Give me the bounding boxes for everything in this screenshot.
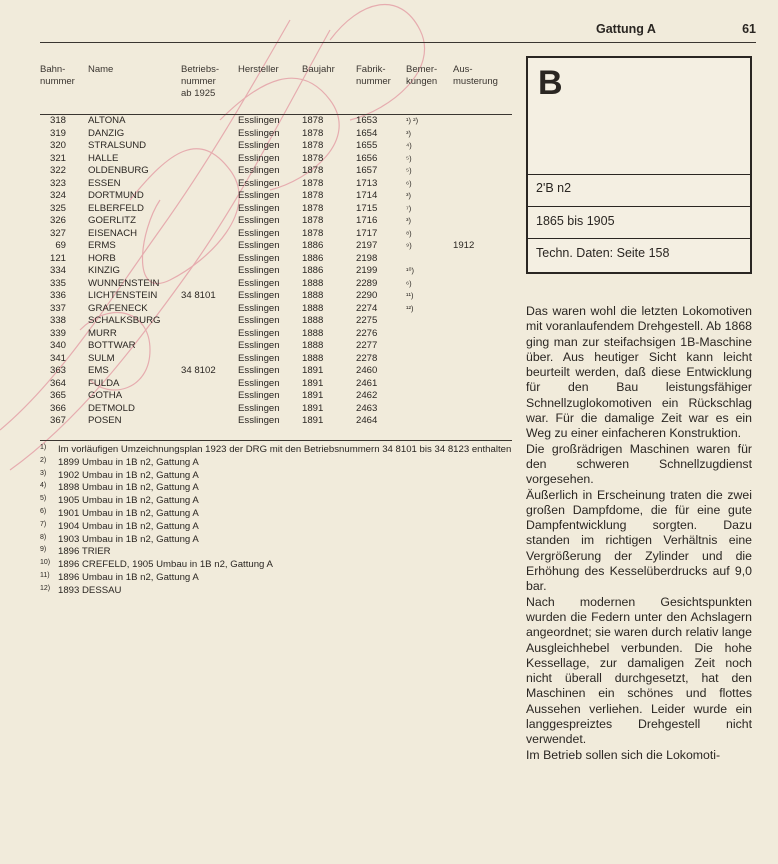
cell-fabrik: 1715: [356, 202, 378, 214]
col-header-hersteller: Hersteller: [238, 64, 279, 75]
cell-baujahr: 1888: [302, 340, 324, 351]
cell-hersteller: Esslingen: [238, 327, 280, 339]
cell-num: 339: [49, 327, 66, 339]
footnote-text: Im vorläufigen Umzeichnungsplan 1923 der DRG mit den Betriebsnummern 34 8101 bis 34 8123 enthalten: [58, 444, 512, 455]
footnote-text: 1901 Umbau in 1B n2, Gattung A: [58, 507, 199, 519]
paragraph: Die großrädrigen Maschinen waren für den schweren Schnellzugdienst vorgesehen.: [526, 441, 752, 487]
table-row: [40, 328, 512, 341]
cell-num: 340: [49, 340, 66, 351]
cell-hersteller: Esslingen: [238, 315, 280, 326]
cell-baujahr: 1878: [302, 140, 324, 151]
footnote-text: 1893 DESSAU: [58, 584, 122, 596]
footnote-text: 1896 Umbau in 1B n2, Gattung A: [58, 571, 199, 583]
table-row: [40, 115, 512, 128]
cell-fabrik: 2197: [356, 240, 378, 251]
cell-fabrik: 2199: [356, 265, 378, 276]
footnote-text: 1902 Umbau in 1B n2, Gattung A: [58, 469, 199, 481]
cell-num: 364: [49, 377, 66, 389]
cell-name: WUNNENSTEIN: [88, 277, 160, 289]
page-number: 61: [742, 22, 756, 36]
cell-num: 321: [49, 152, 66, 164]
cell-name: GOTHA: [88, 390, 123, 401]
cell-hersteller: Esslingen: [238, 415, 280, 426]
cell-hersteller: Esslingen: [238, 340, 280, 351]
cell-bem: ¹) ²): [406, 116, 419, 125]
paragraph: Äußerlich in Erscheinung traten die zwei großen Dampfdome, die für eine gute Dampfentwicklung sorgten. Dazu standen im richtigen Verhältnis eine Vergrößerung der Zylinder und die Erhöhung des Kesselüberdrucks auf 9,0 bar.: [526, 487, 752, 594]
cell-bem: ⁸): [406, 228, 412, 238]
cell-name: FULDA: [88, 377, 120, 389]
col-header-fabrik: Fabrik- nummer: [356, 64, 391, 87]
footnote-mark: 7): [40, 520, 47, 528]
footnote-mark: 5): [40, 495, 47, 503]
footnote: [40, 457, 512, 470]
table-row: [40, 178, 512, 191]
cell-num: 341: [49, 352, 66, 364]
cell-hersteller: Esslingen: [238, 402, 280, 414]
cell-fabrik: 1656: [356, 152, 378, 164]
cell-hersteller: Esslingen: [238, 115, 280, 126]
cell-hersteller: Esslingen: [238, 202, 280, 214]
table-row: [40, 365, 512, 378]
cell-hersteller: Esslingen: [238, 252, 280, 264]
class-infobox: [526, 56, 752, 274]
cell-num: 319: [49, 127, 66, 139]
cell-hersteller: Esslingen: [238, 290, 280, 301]
cell-baujahr: 1878: [302, 227, 324, 239]
cell-name: ALTONA: [88, 115, 126, 126]
table-row: [40, 215, 512, 228]
footnote: [40, 444, 512, 457]
footnote-text: 1899 Umbau in 1B n2, Gattung A: [58, 456, 199, 468]
cell-name: GOERLITZ: [88, 215, 136, 226]
cell-bem: ⁹): [406, 241, 412, 250]
cell-name: OLDENBURG: [88, 165, 149, 176]
cell-num: 338: [49, 315, 66, 326]
cell-fabrik: 2462: [356, 390, 378, 401]
footnote: [40, 585, 512, 598]
cell-betrieb: 34 8101: [181, 290, 216, 301]
cell-hersteller: Esslingen: [238, 215, 280, 226]
cell-name: POSEN: [88, 415, 122, 426]
cell-fabrik: 2289: [356, 277, 378, 289]
cell-bem: ⁶): [406, 278, 412, 288]
footnote-text: 1904 Umbau in 1B n2, Gattung A: [58, 520, 199, 532]
cell-num: 325: [49, 202, 66, 214]
table-row: [40, 153, 512, 166]
table-row: [40, 253, 512, 266]
cell-num: 327: [49, 227, 66, 239]
cell-num: 69: [55, 240, 66, 251]
cell-name: DETMOLD: [88, 402, 135, 414]
cell-num: 326: [49, 215, 66, 226]
cell-bem: ⁴): [406, 141, 412, 150]
class-letter: B: [538, 64, 563, 102]
cell-num: 336: [49, 290, 66, 301]
table-row: [40, 240, 512, 253]
cell-hersteller: Esslingen: [238, 177, 280, 189]
cell-fabrik: 1655: [356, 140, 378, 151]
table-row: [40, 315, 512, 328]
cell-bem: ⁶): [406, 178, 412, 188]
cell-hersteller: Esslingen: [238, 390, 280, 401]
wheel-arrangement: 2'B n2: [536, 181, 572, 195]
cell-name: EISENACH: [88, 227, 138, 239]
cell-name: ERMS: [88, 240, 116, 251]
footnote-text: 1898 Umbau in 1B n2, Gattung A: [58, 482, 199, 494]
cell-fabrik: 2278: [356, 352, 378, 364]
paragraph: Im Betrieb sollen sich die Lokomoti-: [526, 747, 721, 762]
cell-baujahr: 1878: [302, 115, 324, 126]
cell-baujahr: 1878: [302, 215, 324, 226]
cell-baujahr: 1886: [302, 265, 324, 276]
cell-name: LICHTENSTEIN: [88, 290, 158, 301]
section-title: Gattung A: [596, 22, 656, 36]
table-row: [40, 190, 512, 203]
footnote: [40, 546, 512, 559]
cell-num: 320: [49, 140, 66, 151]
cell-baujahr: 1888: [302, 327, 324, 339]
cell-baujahr: 1888: [302, 352, 324, 364]
cell-baujahr: 1888: [302, 290, 324, 301]
table-body: [40, 115, 512, 428]
cell-fabrik: 2275: [356, 315, 378, 326]
table-row: [40, 265, 512, 278]
cell-fabrik: 2464: [356, 415, 378, 426]
cell-fabrik: 1653: [356, 115, 378, 126]
cell-name: DORTMUND: [88, 190, 144, 201]
col-header-betrieb: Betriebs- nummer ab 1925: [181, 64, 220, 99]
cell-fabrik: 2274: [356, 302, 378, 314]
cell-bem: ³): [406, 191, 411, 200]
cell-num: 323: [49, 177, 66, 189]
footnotes: [40, 444, 512, 598]
table-row: [40, 140, 512, 153]
cell-num: 322: [49, 165, 66, 176]
col-header-name: Name: [88, 64, 114, 75]
tech-data-reference: Techn. Daten: Seite 158: [536, 246, 670, 260]
cell-hersteller: Esslingen: [238, 352, 280, 364]
cell-bem: ⁵): [406, 166, 412, 175]
cell-hersteller: Esslingen: [238, 265, 280, 276]
cell-name: HALLE: [88, 152, 119, 164]
cell-baujahr: 1888: [302, 277, 324, 289]
cell-fabrik: 1713: [356, 177, 378, 189]
cell-bem: ¹²): [406, 303, 414, 313]
cell-hersteller: Esslingen: [238, 277, 280, 289]
cell-baujahr: 1878: [302, 152, 324, 164]
cell-hersteller: Esslingen: [238, 365, 280, 376]
cell-fabrik: 2290: [356, 290, 378, 301]
cell-hersteller: Esslingen: [238, 127, 280, 139]
footnote: [40, 495, 512, 508]
footnote-mark: 8): [40, 533, 47, 541]
cell-baujahr: 1878: [302, 202, 324, 214]
cell-num: 363: [49, 365, 66, 376]
footnote-text: 1896 CREFELD, 1905 Umbau in 1B n2, Gattung A: [58, 559, 273, 571]
table-row: [40, 165, 512, 178]
footnote: [40, 559, 512, 572]
footnote-mark: 3): [40, 469, 47, 477]
cell-num: 365: [49, 390, 66, 401]
table-row: [40, 415, 512, 428]
table-row: [40, 378, 512, 391]
cell-baujahr: 1891: [302, 415, 324, 426]
cell-hersteller: Esslingen: [238, 165, 280, 176]
cell-name: SULM: [88, 352, 115, 364]
cell-name: DANZIG: [88, 127, 125, 139]
footnote: [40, 534, 512, 547]
cell-bem: ¹⁰): [406, 266, 415, 275]
cell-num: 335: [49, 277, 66, 289]
footnote-text: 1903 Umbau in 1B n2, Gattung A: [58, 533, 199, 545]
infobox-divider: [528, 238, 750, 239]
footnote-mark: 1): [40, 444, 47, 451]
cell-baujahr: 1888: [302, 315, 324, 326]
table-row: [40, 390, 512, 403]
cell-fabrik: 1714: [356, 190, 378, 201]
table-row: [40, 203, 512, 216]
cell-hersteller: Esslingen: [238, 152, 280, 164]
cell-fabrik: 2461: [356, 377, 378, 389]
cell-aus: 1912: [453, 240, 475, 251]
cell-baujahr: 1891: [302, 390, 324, 401]
cell-fabrik: 2463: [356, 402, 378, 414]
cell-fabrik: 2198: [356, 252, 378, 264]
footnote-mark: 12): [40, 584, 51, 592]
table-row: [40, 290, 512, 303]
cell-bem: ¹¹): [406, 291, 414, 300]
footnote-mark: 11): [40, 571, 50, 579]
cell-fabrik: 2460: [356, 365, 378, 376]
cell-name: BOTTWAR: [88, 340, 136, 351]
footnote-mark: 9): [40, 546, 47, 554]
footnote: [40, 572, 512, 585]
footnote: [40, 508, 512, 521]
cell-name: STRALSUND: [88, 140, 147, 151]
cell-baujahr: 1878: [302, 127, 324, 139]
col-header-ausmusterung: Aus- musterung: [453, 64, 498, 87]
cell-fabrik: 1717: [356, 227, 378, 239]
footnote-text: 1905 Umbau in 1B n2, Gattung A: [58, 495, 199, 507]
cell-baujahr: 1891: [302, 402, 324, 414]
header-rule: [40, 42, 756, 43]
cell-hersteller: Esslingen: [238, 140, 280, 151]
col-header-baujahr: Baujahr: [302, 64, 335, 75]
cell-hersteller: Esslingen: [238, 302, 280, 314]
build-years: 1865 bis 1905: [536, 214, 615, 228]
cell-baujahr: 1878: [302, 165, 324, 176]
cell-hersteller: Esslingen: [238, 190, 280, 201]
cell-baujahr: 1886: [302, 252, 324, 264]
cell-bem: ³): [406, 216, 411, 225]
cell-baujahr: 1891: [302, 377, 324, 389]
footnote-mark: 4): [40, 482, 47, 490]
cell-num: 366: [49, 402, 66, 414]
cell-name: KINZIG: [88, 265, 120, 276]
table-row: [40, 303, 512, 316]
cell-num: 334: [49, 265, 66, 276]
footnote-mark: 2): [40, 456, 47, 464]
cell-bem: ³): [406, 128, 411, 138]
footnote-text: 1896 TRIER: [58, 546, 111, 558]
cell-num: 121: [49, 252, 66, 264]
footnote-mark: 10): [40, 559, 51, 567]
cell-bem: ⁵): [406, 153, 412, 163]
cell-num: 324: [49, 190, 66, 201]
table-row: [40, 128, 512, 141]
cell-hersteller: Esslingen: [238, 240, 280, 251]
infobox-divider: [528, 206, 750, 207]
cell-name: MURR: [88, 327, 117, 339]
cell-fabrik: 1716: [356, 215, 378, 226]
cell-num: 318: [49, 115, 66, 126]
cell-baujahr: 1878: [302, 177, 324, 189]
table-row: [40, 228, 512, 241]
footnote: [40, 521, 512, 534]
cell-name: GRAFENECK: [88, 302, 148, 314]
cell-fabrik: 2277: [356, 340, 378, 351]
cell-bem: ⁷): [406, 203, 412, 213]
cell-baujahr: 1878: [302, 190, 324, 201]
table-row: [40, 340, 512, 353]
cell-baujahr: 1888: [302, 302, 324, 314]
footnote: [40, 470, 512, 483]
cell-num: 337: [49, 302, 66, 314]
cell-name: ELBERFELD: [88, 202, 144, 214]
cell-betrieb: 34 8102: [181, 365, 216, 376]
footnote: [40, 482, 512, 495]
cell-name: EMS: [88, 365, 109, 376]
cell-num: 367: [49, 415, 66, 426]
cell-fabrik: 1657: [356, 165, 378, 176]
cell-fabrik: 2276: [356, 327, 378, 339]
cell-name: ESSEN: [88, 177, 121, 189]
body-text: [526, 304, 752, 763]
col-header-num: Bahn- nummer: [40, 64, 75, 87]
cell-name: HORB: [88, 252, 116, 264]
cell-name: SCHALKSBURG: [88, 315, 161, 326]
footnote-mark: 6): [40, 507, 47, 515]
infobox-divider: [528, 174, 750, 175]
cell-hersteller: Esslingen: [238, 377, 280, 389]
col-header-bemerkungen: Bemer- kungen: [406, 64, 438, 87]
table-row: [40, 403, 512, 416]
table-row: [40, 278, 512, 291]
table-row: [40, 353, 512, 366]
cell-fabrik: 1654: [356, 127, 378, 139]
paragraph: Das waren wohl die letzten Lokomotiven mit voranlaufendem Drehgestell. Ab 1868 ging man zur steifachsigen 1B-Maschine über. Aus heutiger Sicht kann leicht beurteilt werden, daß diese Entwicklung für den Bau leistungsfähiger Schnellzuglokomotiven ein Rückschlag war. Für die damalige Zeit war es ein Weg zu einer einfacheren Konstruktion.: [526, 304, 752, 441]
cell-hersteller: Esslingen: [238, 227, 280, 239]
cell-baujahr: 1886: [302, 240, 324, 251]
page-header: [40, 20, 756, 42]
footnote-rule: [40, 440, 512, 441]
cell-baujahr: 1891: [302, 365, 324, 376]
paragraph: Nach modernen Gesichtspunkten wurden die Federn unter den Achslagern angeordnet; sie waren durch relativ lange Ausgleichhebel verbunden. Die hohe Kessellage, zur damaligen Zeit noch nicht überall durchgesetzt, hat den Maschinen ein schönes und flottes Aussehen verliehen. Leider wurde ein langgespreiztes Drehgestell nicht verwendet.: [526, 594, 752, 747]
